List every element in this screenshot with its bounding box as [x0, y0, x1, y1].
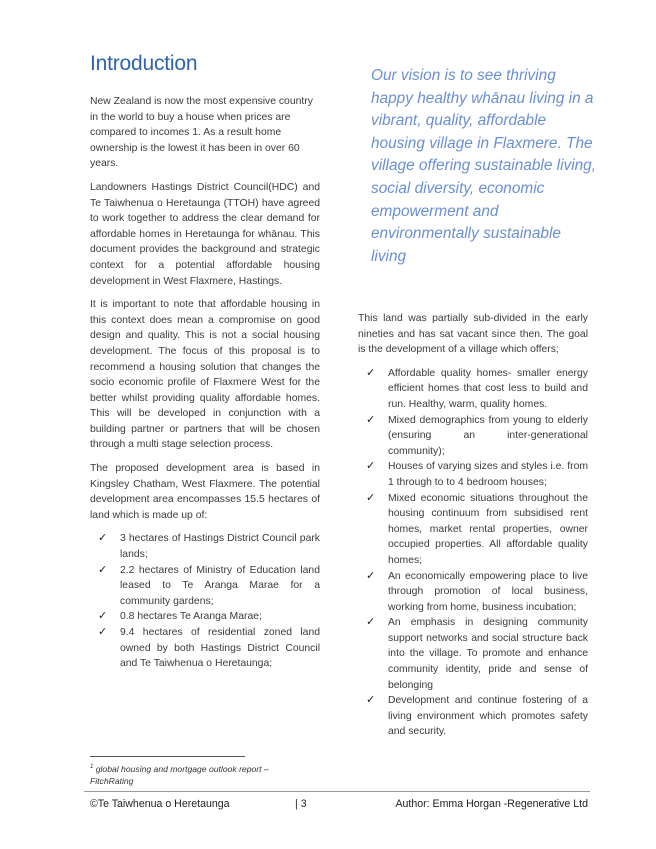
offer-list [358, 366, 588, 740]
list-item-text: An emphasis in designing community support networks and social structure back into the village. To promote and enhance community identity, pride and sense of belonging [388, 617, 588, 691]
footer-copyright: ©Te Taiwhenua o Heretaunga [90, 798, 230, 810]
footer-author: Author: Emma Horgan -Regenerative Ltd [395, 798, 588, 810]
check-mark-icon: ✓ [366, 694, 376, 707]
check-mark-icon: ✓ [366, 491, 376, 504]
check-mark-icon: ✓ [366, 413, 376, 426]
list-item-text: 0.8 hectares Te Aranga Marae; [120, 611, 262, 623]
list-item [358, 459, 588, 490]
list-item-text: 9.4 hectares of residential zoned land owned by both Hastings District Council and Te Taiwhenua o Heretaunga; [120, 627, 320, 670]
left-paragraph: The proposed development area is based in Kingsley Chatham, West Flaxmere. The potential development area encompasses 15.5 hectares of land which is made up of: [90, 463, 320, 521]
page-heading: Introduction [90, 52, 198, 75]
check-mark-icon: ✓ [366, 569, 376, 582]
footnote [90, 761, 290, 787]
list-item-text: 2.2 hectares of Ministry of Education land leased to Te Aranga Marae for a community gardens; [120, 564, 320, 607]
list-item [358, 693, 588, 740]
check-mark-icon: ✓ [366, 366, 376, 379]
left-paragraph: Landowners Hastings District Council(HDC) and Te Taiwhenua o Heretaunga (TTOH) have agreed to work together to address the clear demand for affordable homes in Heretaunga for whānau. This document provides the background and strategic context for a potential affordable housing development in West Flaxmere, Hastings. [90, 181, 320, 287]
list-item [358, 615, 588, 693]
list-item [90, 531, 320, 562]
left-paragraph: It is important to note that affordable housing in this context does mean a compromise on good design and quality. This is not a social housing development. The focus of this proposal is to recommend a housing solution that changes the socio economic profile of Flaxmere West for the better whilst providing quality affordable homes. This will be developed in conjunction with a building partner or partners that will be chosen through a multi stage selection process. [90, 299, 320, 451]
list-item [358, 491, 588, 569]
list-item-text: Development and continue fostering of a living environment which promotes safety and security. [388, 695, 588, 738]
list-item-text: Houses of varying sizes and styles i.e. from 1 through to to 4 bedroom houses; [388, 461, 588, 488]
page-footer [90, 798, 590, 814]
footer-page-number: | 3 [295, 798, 307, 810]
left-paragraph: New Zealand is now the most expensive country in the world to buy a house when prices are compared to incomes 1. As a result home ownership is the lowest it has been in over 60 years. [90, 96, 313, 170]
list-item [90, 563, 320, 610]
check-mark-icon: ✓ [98, 610, 108, 623]
check-mark-icon: ✓ [366, 616, 376, 629]
right-intro-paragraph: This land was partially sub-divided in the early nineties and has sat vacant since then. The goal is the development of a village which offers; [358, 313, 588, 356]
list-item [358, 413, 588, 460]
check-mark-icon: ✓ [366, 460, 376, 473]
land-list [90, 531, 320, 671]
check-mark-icon: ✓ [98, 563, 108, 576]
footnote-divider [90, 756, 245, 757]
list-item [90, 609, 320, 625]
left-paragraphs [90, 94, 320, 523]
check-mark-icon: ✓ [98, 532, 108, 545]
list-item [90, 625, 320, 672]
list-item-text: Affordable quality homes- smaller energy efficient homes that cost less to build and run. Healthy, warm, quality homes. [388, 367, 588, 410]
list-item-text: 3 hectares of Hastings District Council park lands; [120, 533, 320, 561]
check-mark-icon: ✓ [98, 626, 108, 638]
left-column [90, 94, 320, 672]
list-item [358, 569, 588, 616]
list-item [358, 366, 588, 413]
right-column [358, 311, 588, 740]
footnote-text: global housing and mortgage outlook report – FitchRating [90, 763, 269, 786]
list-item-text: Mixed demographics from young to elderly (ensuring an inter-generational community); [388, 414, 588, 457]
list-item-text: An economically empowering place to live through promotion of local business, working from home, business incubation; [388, 570, 588, 613]
vision-statement: Our vision is to see thriving happy healthy whānau living in a vibrant, quality, affordable housing village in Flaxmere. The village offering sustainable living, social diversity, economic empowerment and environmentally sustainable living [371, 67, 597, 265]
list-item-text: Mixed economic situations throughout the housing continuum from subsidised rent homes, market rental properties, owner occupied properties. All affordable quality homes; [388, 492, 588, 566]
footer-divider [84, 791, 590, 792]
footnote-number: 1 [90, 764, 94, 770]
